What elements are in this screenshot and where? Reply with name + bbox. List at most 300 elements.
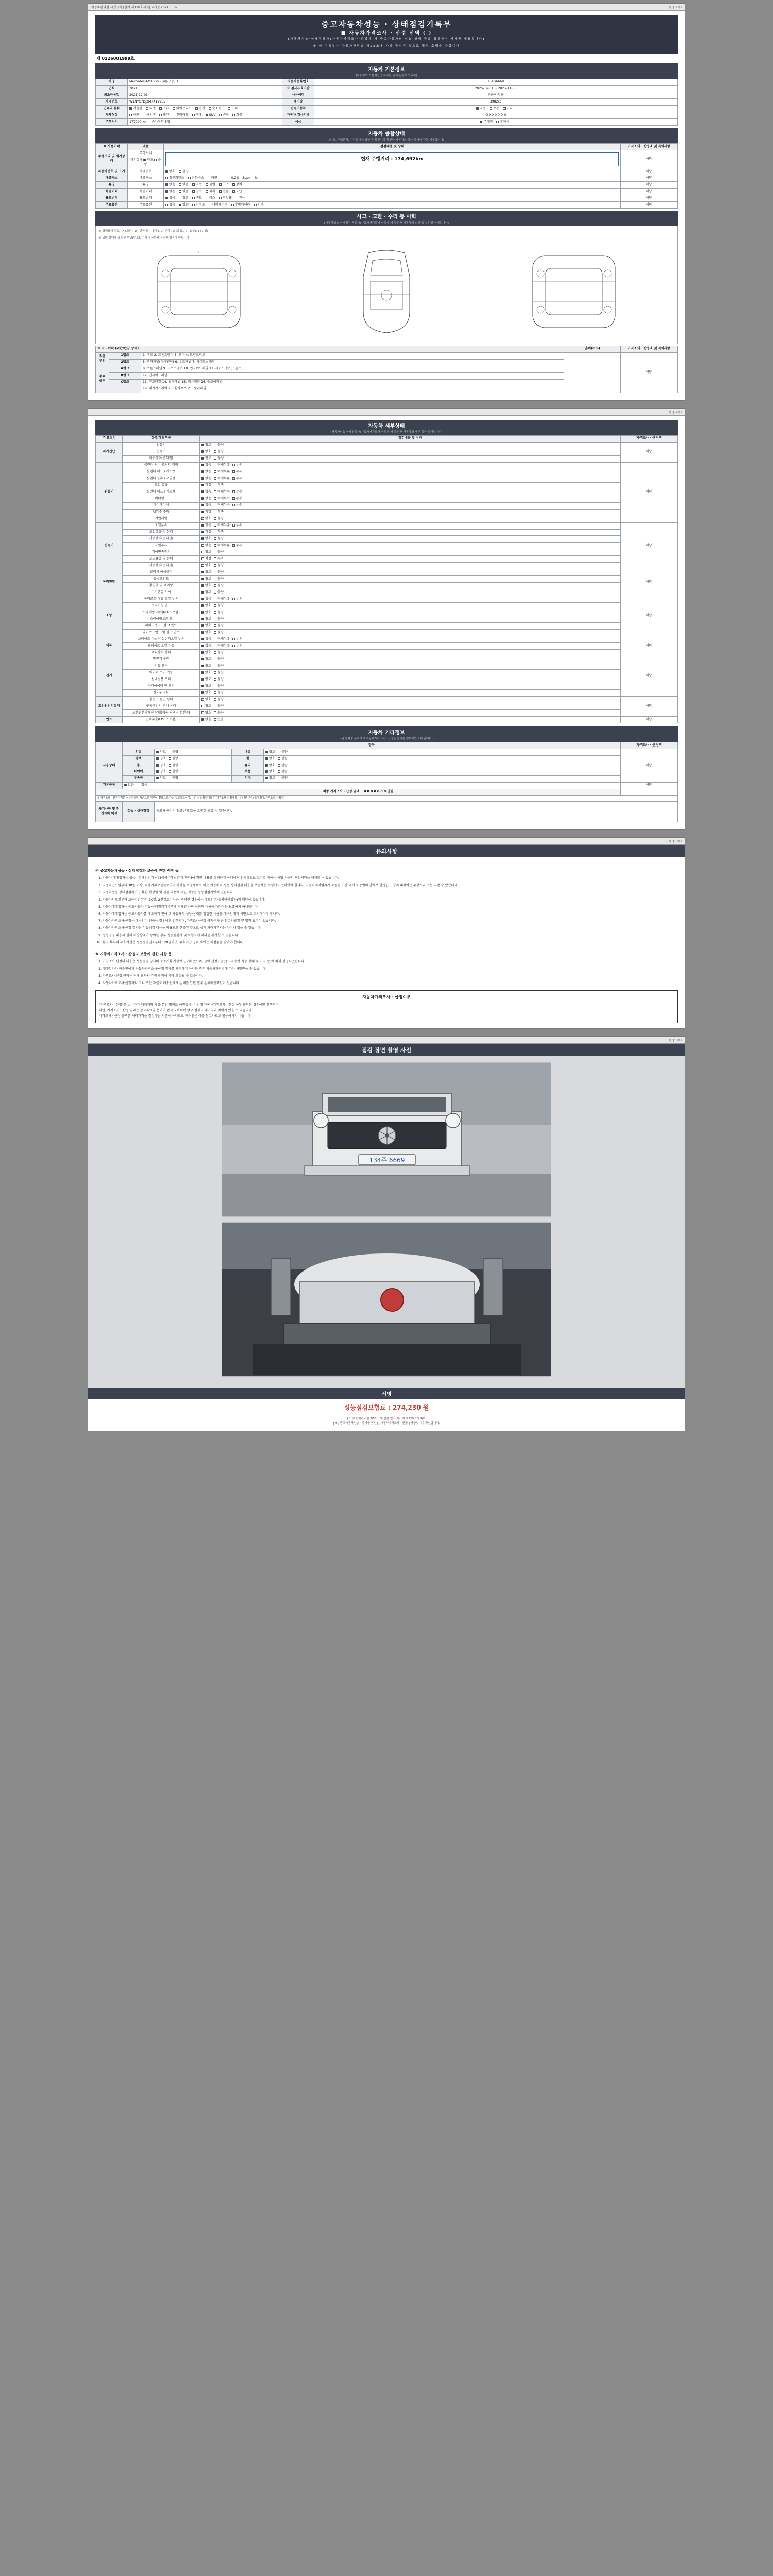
label-body-type: 차체형상 — [96, 112, 128, 119]
opt-good[interactable]: 양호 — [156, 764, 166, 768]
value-use: 관용/사업용 — [314, 92, 678, 99]
frame-items-3: 8. 프론트패널 9. 크로스멤버 10. 인사이드패널 11. 사이드멤버(프론트) — [141, 366, 564, 372]
opt-good[interactable]: 양호 — [201, 570, 211, 575]
emission-hc[interactable]: 탄화수소 — [188, 176, 204, 181]
body-option-suv[interactable]: SUV — [206, 113, 216, 118]
body-option-sedan[interactable]: 세단 — [129, 113, 139, 118]
detail-state-steer-joint — [200, 616, 621, 623]
opt-bad[interactable]: 불량 — [214, 590, 224, 595]
option-nav[interactable]: 내비게이션 — [209, 203, 228, 208]
opt-none[interactable]: 없음 — [201, 644, 211, 649]
opt-good[interactable]: 양호 — [201, 564, 211, 568]
opt-low[interactable]: 부족 — [214, 510, 224, 515]
opt-leak[interactable]: 누유 — [232, 477, 242, 481]
etc-label-accessory: 부속품 — [123, 775, 155, 782]
value-inspection-record: 0 0 0 0 0 0 0 — [314, 112, 678, 119]
opt-adequate[interactable]: 적정 — [201, 530, 211, 535]
etc-label-parts: 부품 — [232, 769, 264, 775]
opt-bad[interactable]: 불량 — [214, 664, 224, 669]
frame-tier-1: 1랭크 — [109, 352, 141, 359]
trans-option-cvt[interactable]: 기타 — [503, 107, 513, 111]
detail-group-engine: 원동기 — [96, 462, 123, 522]
opt-bad[interactable]: 불량 — [169, 750, 178, 755]
document-title: 중고자동차성능 · 상태점검기록부 — [321, 20, 452, 29]
opt-bad[interactable]: 불량 — [278, 750, 288, 755]
detail-state-waterpump — [200, 496, 621, 502]
fuel-option-etc[interactable]: 기타 — [228, 107, 238, 111]
etc-label-polish: 광택 — [123, 756, 155, 762]
section-etc-sub: (위 항목중 용차자의 자동차가격조사 · 산정을 참하는 경우에만 기재됩니다) — [95, 736, 678, 742]
detail-state-oil-level — [200, 482, 621, 489]
opt-bad[interactable]: 불량 — [214, 651, 224, 655]
opt-good[interactable]: 양호 — [201, 704, 211, 709]
opt-good[interactable]: 양호 — [201, 537, 211, 541]
overall-col-state: 점검내용 및 상태 — [164, 144, 621, 150]
usechange-yes[interactable]: 있음 — [179, 196, 189, 201]
frame-tier-2: 2랭크 — [109, 359, 141, 366]
label-use: 사용이력 — [282, 92, 314, 99]
opt-good[interactable]: 양호 — [201, 677, 211, 682]
overall-item-tuning: 튜닝 — [128, 182, 164, 189]
vin-bad[interactable]: 불량 — [179, 170, 189, 174]
overall-item-usechange: 용도변경 — [128, 195, 164, 202]
opt-low[interactable]: 부족 — [214, 530, 224, 535]
special-yes[interactable]: 있음 — [179, 190, 189, 194]
detail-note-highvoltage: 해당 — [621, 697, 678, 717]
opt-good[interactable]: 양호 — [201, 456, 211, 461]
section-detail-title: 자동차 세부상태 — [95, 420, 678, 430]
etc-label-glass: 유리 — [232, 762, 264, 769]
document-title-block — [95, 15, 678, 54]
opt-good[interactable]: 양호 — [201, 550, 211, 555]
opt-good[interactable]: 양호 — [201, 691, 211, 696]
detail-state-block-oilpan — [200, 476, 621, 482]
opt-good[interactable]: 양호 — [265, 770, 275, 774]
mileage-unit: km — [142, 120, 148, 124]
opt-good[interactable]: 양호 — [156, 750, 166, 755]
special-none[interactable]: 없음 — [165, 190, 175, 194]
detail-item-selfdiag-trans: 변속기 — [123, 449, 200, 455]
opt-bad[interactable]: 불량 — [214, 631, 224, 635]
tuning-yes[interactable]: 있음 — [179, 183, 189, 188]
opt-bad[interactable]: 불량 — [214, 711, 224, 716]
opt-bad[interactable]: 불량 — [214, 624, 224, 629]
body-option-wagon[interactable]: 왜건 — [159, 113, 169, 118]
opt-none[interactable]: 없음 — [201, 463, 211, 468]
opt-good[interactable]: 양호 — [265, 757, 275, 761]
detail-state-tierod — [200, 630, 621, 636]
page-2-topbar — [88, 409, 685, 416]
opt-leak[interactable]: 누유 — [232, 523, 242, 528]
opt-bad[interactable]: 불량 — [214, 456, 224, 461]
opt-good[interactable]: 양호 — [201, 657, 211, 662]
tuning-none[interactable]: 없음 — [165, 183, 175, 188]
detail-state-radiator — [200, 502, 621, 509]
opt-adequate[interactable]: 적정 — [201, 483, 211, 488]
opt-bad[interactable]: 불량 — [214, 611, 224, 615]
option-none[interactable]: 없음 — [165, 203, 175, 208]
overall-state-vin — [164, 168, 621, 175]
opt-none[interactable]: 없음 — [201, 718, 211, 722]
etc-state-wheel — [264, 756, 621, 762]
opt-good[interactable]: 양호 — [201, 698, 211, 702]
special-total-loss[interactable]: 전손 — [219, 190, 229, 194]
price-warning-line: "가격조사 · 산정"은 소비자가 매매계약 체결(본인 명의로 이전등록) 이전에 자동차가격조사 · 산정 여부 희망한 경우에만 진행되며, — [99, 1003, 280, 1007]
price-warning-line: 다만, 가격조사 · 산정 결과는 참고자료일 뿐이며 법적 구속력이 없고 실제 거래가격과 차이가 있을 수 있습니다. — [99, 1009, 253, 1013]
body-option-conv[interactable]: 컨버터블 — [173, 113, 189, 118]
total-label-text: 최종 가격조사 · 산정 금액 — [323, 790, 360, 794]
opt-leak[interactable]: 누유 — [232, 637, 242, 642]
opt-minor[interactable]: 미세누수 — [214, 497, 230, 501]
opt-good[interactable]: 양호 — [201, 617, 211, 622]
page-number-2: (3쪽중 2쪽) — [665, 410, 682, 414]
tuning-structure[interactable]: 구조 — [219, 183, 229, 188]
section-basic-title: 자동차 기본정보 — [95, 63, 678, 73]
opt-good[interactable]: 양호 — [201, 450, 211, 454]
detail-item-alternator: 발전기 출력 — [123, 656, 200, 663]
etc-state-tire — [155, 769, 232, 775]
opt-bad[interactable]: 불량 — [214, 698, 224, 702]
emission-values: 0.2% 3ppm % — [231, 176, 258, 180]
detail-col-0: 주 요장치 — [96, 435, 123, 442]
usechange-lease[interactable]: 리스 — [206, 196, 215, 201]
etc-note: 해당 — [621, 749, 678, 783]
detail-note-brake: 해당 — [621, 636, 678, 656]
opt-bad[interactable]: 불량 — [214, 564, 224, 568]
mileage-number: 177990 — [129, 120, 142, 124]
opt-bad[interactable]: 불량 — [214, 691, 224, 696]
option-yes[interactable]: 있음 — [179, 203, 189, 208]
opt-adequate[interactable]: 적정 — [201, 557, 211, 562]
detail-note-selfdiag: 해당 — [621, 442, 678, 462]
notice-item: 1. 가격조사·산정의 내용은 성능점검 당시의 보증기록 사항에 근거하였으며, 금액 산정기준(중고자동차 성능·상태 및 가격 등)에 따라 산정되었습니다. — [103, 959, 678, 965]
trans-option-auto[interactable]: 자동 — [476, 107, 486, 111]
opt-minor[interactable]: 미세누유 — [214, 470, 230, 474]
opt-good[interactable]: 양호 — [156, 776, 166, 781]
opt-minor[interactable]: 미세누유 — [214, 544, 230, 548]
notice-item: 3. 자동차성능·상태점검자가 기록한 작성일 및 점검 내용에 대한 책임은 성능점검자에게 있습니다. — [103, 890, 678, 896]
page-1 — [88, 3, 685, 401]
notice-item: 2. 자동차인도일부터 30일 이상, 주행거리 2천킬로미터 이상을 보증범위로 하는 자동차의 성능·상태점검 내용을 보증하는 보험에 가입하여야 합니다. 자동차매매업자가 보증한 기간 내에 보증범위 안에서 발생한 고장에 대하여는 무상수리 또는 교환 수 있습니다. — [103, 883, 678, 889]
value-year: 2021 — [128, 86, 282, 92]
opt-leak[interactable]: 누수 — [232, 490, 242, 495]
detail-item-radiator: 라디에이터 — [123, 502, 200, 509]
frame-tier-c: C랭크 — [109, 379, 141, 386]
opt-good[interactable]: 양호 — [201, 517, 211, 521]
notice-item: 4. 자동차가격조사·산정자의 고의 또는 과실로 매수인에게 손해를 입힌 경우 손해배상책임이 있습니다. — [103, 981, 678, 987]
tuning-legal[interactable]: 적법 — [192, 183, 202, 188]
opt-bad[interactable]: 불량 — [214, 671, 224, 675]
document-subtitle: ■ 자동차가격조사 · 산정 선택 ( ) — [95, 29, 678, 37]
opt-minor[interactable]: 미세누유 — [214, 644, 230, 649]
notice-title: 유의사항 — [88, 845, 685, 857]
section-overall-sub: (사고, 주행흔적, 가격조사·산정인 등 확인사항 확인한 자동차의 성능·상태에 관한 기재합니다) — [95, 138, 678, 143]
detail-item-wiper: 와이퍼 모터 기능 — [123, 670, 200, 676]
opt-good[interactable]: 양호 — [201, 664, 211, 669]
accident-parts-note-col2: 가격조사 · 산정액 및 특이사항 — [621, 346, 678, 352]
vin-ok[interactable]: 양호 — [165, 170, 175, 174]
page-3-topbar — [88, 838, 685, 845]
opt-bad[interactable]: 불량 — [214, 657, 224, 662]
special-theft[interactable]: 도난 — [232, 190, 242, 194]
opt-good[interactable]: 양호 — [201, 604, 211, 608]
page-2-left — [91, 410, 92, 414]
opt-good[interactable]: 양호 — [201, 671, 211, 675]
accident-parts-note-col: 단위(mm) — [564, 346, 621, 352]
detail-state-starter — [200, 663, 621, 670]
notice-list-2 — [103, 959, 678, 986]
opt-none[interactable]: 없음 — [201, 490, 211, 495]
detail-state-mt-gear — [200, 549, 621, 556]
opt-bad[interactable]: 불량 — [214, 604, 224, 608]
detail-item-at-oil: 오일유량 및 상태 — [123, 529, 200, 536]
opt-none[interactable]: 없음 — [201, 523, 211, 528]
detail-state-coolant-head — [200, 489, 621, 496]
opt-minor[interactable]: 미세누유 — [214, 523, 230, 528]
opt-good[interactable]: 양호 — [201, 577, 211, 582]
opt-good[interactable]: 양호 — [201, 584, 211, 588]
opt-leak[interactable]: 누유 — [232, 644, 242, 649]
option-etc[interactable]: 기타 — [254, 203, 264, 208]
opt-bad[interactable]: 불량 — [278, 757, 288, 761]
value-color — [314, 119, 678, 126]
opt-good[interactable]: 양호 — [201, 631, 211, 635]
opt-bad[interactable]: 불량 — [214, 577, 224, 582]
opt-minor[interactable]: 미세누수 — [214, 503, 230, 508]
detail-group-transmission: 변속기 — [96, 522, 123, 569]
fuel-option-ev[interactable]: 전기 — [195, 107, 205, 111]
value-vin-reg: 134G6669 — [314, 79, 678, 86]
body-option-truck[interactable]: 화물 — [232, 113, 242, 118]
detail-item-steer-gear: 스티어링 기어(MDPS포함) — [123, 609, 200, 616]
opt-leak[interactable]: 누유 — [232, 463, 242, 468]
total-label — [96, 789, 621, 795]
label-mileage: 주행거리 — [96, 119, 128, 126]
opt-bad[interactable]: 불량 — [214, 450, 224, 454]
detail-item-brake-oil: 브레이크 오일 누유 — [123, 643, 200, 650]
fuel-option-hydrogen[interactable]: 수소전기 — [209, 107, 225, 111]
opt-leak[interactable]: 누유 — [232, 470, 242, 474]
detail-group-fuel: 연료 — [96, 717, 123, 723]
fuel-option-lpg[interactable]: LPG — [159, 107, 169, 111]
detail-item-steer-pump: 스티어링 펌프 — [123, 603, 200, 609]
body-option-hatch[interactable]: 해치백 — [143, 113, 156, 118]
opt-good[interactable]: 양호 — [265, 776, 275, 781]
opt-leak[interactable]: 누유 — [232, 597, 242, 602]
notice-item: 3. 가격조사·산정 금액은 거래 당사자 간의 합의에 따라 조정될 수 있습니다. — [103, 974, 678, 979]
opt-good[interactable]: 양호 — [201, 611, 211, 615]
opt-minor[interactable]: 미세누유 — [214, 477, 230, 481]
opt-good[interactable]: 양호 — [201, 684, 211, 689]
opt-bad[interactable]: 불량 — [214, 550, 224, 555]
page-1-topbar — [88, 4, 685, 11]
opt-low[interactable]: 부족 — [214, 557, 224, 562]
footer-note-1: [ * ]자동차관리법 제58조 및 같은 법 시행규칙 제120조에 따라 — [347, 1417, 426, 1421]
footer-notes — [88, 1416, 685, 1431]
trans-option-manual[interactable]: 수동 — [490, 107, 499, 111]
notice-body — [88, 857, 685, 1028]
opt-leak[interactable]: 누수 — [232, 503, 242, 508]
accident-parts-title: ※ 사고이력 (외판/판금 상태) — [96, 346, 564, 352]
overall-group-usechange: 용도변경 — [96, 195, 128, 202]
label-year: 연식 — [96, 86, 128, 92]
opt-bad[interactable]: 불량 — [214, 443, 224, 448]
total-check — [621, 789, 678, 795]
opt-leak[interactable]: 누유 — [232, 544, 242, 548]
option-camera[interactable]: 후방카메라 — [231, 203, 250, 208]
opt-good[interactable]: 양호 — [201, 590, 211, 595]
displacement-unit: cc — [498, 99, 502, 104]
opt-minor[interactable]: 미세누유 — [214, 637, 230, 642]
color-option-achromatic[interactable]: 무채색 — [480, 120, 493, 125]
emission-co[interactable]: 일산화탄소 — [165, 176, 184, 181]
opt-adequate[interactable]: 적정 — [201, 510, 211, 515]
opt-none[interactable]: 없음 — [201, 544, 211, 548]
notice-item: 10. 본 기록부의 유효기간은 성능점검일로부터 120일이며, 유효기간 경과 후에는 재점검을 받아야 합니다. — [103, 940, 678, 946]
notice-list-1 — [103, 876, 678, 945]
opt-yes[interactable]: 있음 — [214, 718, 224, 722]
opt-bad[interactable]: 불량 — [214, 537, 224, 541]
color-option-chromatic[interactable]: 유채색 — [496, 120, 509, 125]
detail-item-clutch: 클러치 어셈블리 — [123, 569, 200, 576]
detail-state-blower — [200, 676, 621, 683]
opt-bad[interactable]: 불량 — [169, 776, 178, 781]
opt-bad[interactable]: 불량 — [169, 770, 178, 774]
opt-minor[interactable]: 미세누유 — [214, 597, 230, 602]
opt-bad[interactable]: 불량 — [169, 764, 178, 768]
overall-note-emission: 해당 — [621, 175, 678, 182]
car-diagram-row — [99, 243, 674, 341]
document-desc-1: [자동차성능·상태점검자(자동차가격조사·산정자)가 중고자동차의 성능·상태 등을 점검하여 기재한 내용입니다] — [95, 37, 678, 44]
base-yes[interactable]: 있음 — [138, 783, 147, 788]
emission-smoke[interactable]: 매연 — [208, 176, 217, 181]
etc-group-base: 기본품목 — [96, 782, 123, 789]
opt-minor[interactable]: 미세누유 — [214, 463, 230, 468]
detail-item-oil-level: 오일 유량 — [123, 482, 200, 489]
special-flood[interactable]: 침수 — [192, 190, 202, 194]
base-none[interactable]: 없음 — [124, 783, 134, 788]
body-option-coupe[interactable]: 쿠페 — [192, 113, 202, 118]
tuning-illegal[interactable]: 불법 — [206, 183, 215, 188]
label-fuel: 연료의 종류 — [96, 106, 128, 112]
svg-text:1: 1 — [198, 250, 200, 255]
opt-good[interactable]: 양호 — [265, 750, 275, 755]
etc-state-polish — [155, 756, 232, 762]
license-plate-text: 134주 6669 — [369, 1157, 405, 1164]
tuning-device[interactable]: 장치 — [232, 183, 242, 188]
signature-title: 서명 — [88, 1388, 685, 1399]
opt-none[interactable]: 없음 — [201, 477, 211, 481]
frame-group-outer: 외판 부위 — [96, 352, 109, 366]
overall-state-usechange — [164, 195, 621, 202]
opt-none[interactable]: 없음 — [201, 503, 211, 508]
opt-good[interactable]: 양호 — [201, 443, 211, 448]
frame-items-4: 12. 인사이드패널 — [141, 372, 564, 379]
total-note-2: □ 성능점검내용 □ 가격조사·산정내용 — [194, 796, 237, 800]
detail-item-rocker: 실린더 커버 로커암 커버 — [123, 462, 200, 469]
etc-col-note: 가격조사 · 산정액 — [621, 742, 678, 749]
detail-state-wiper — [200, 670, 621, 676]
option-sunroof[interactable]: 선루프 — [192, 203, 205, 208]
car-diagram-left — [147, 245, 250, 338]
fuel-option-hybrid[interactable]: 하이브리드 — [173, 107, 192, 111]
diagram-legend-2: ※ 위의 상태에 표기된 부위(번호), 기타 부품까지 점검한 항목에 한합니다 — [99, 236, 190, 240]
fuel-option-diesel[interactable]: 디젤 — [146, 107, 156, 111]
section-overall-title: 자동차 종합상태 — [95, 128, 678, 138]
photo-front-svg — [222, 1063, 551, 1217]
opt-bad[interactable]: 불량 — [214, 677, 224, 682]
detail-state-steer-gear — [200, 609, 621, 616]
notice-item: 8. 자동차가격조사·산정 결과는 성능점검 내용을 바탕으로 산출된 것으로 실제 거래가격과는 차이가 있을 수 있습니다. — [103, 926, 678, 931]
usechange-business[interactable]: 영업용 — [219, 196, 232, 201]
fuel-option-gasoline[interactable]: 가솔린 — [129, 107, 142, 111]
notice-item: 4. 자동차인도일부터 보증기간(기간 30일, 2천킬로미터)이 경과한 경우에는 매도인(자동차매매업자)의 책임이 없습니다. — [103, 897, 678, 903]
page-3-left — [91, 839, 92, 843]
detail-state-fuel-leak — [200, 717, 621, 723]
overall-group-emission: 배출가스 — [96, 175, 128, 182]
opt-good[interactable]: 양호 — [201, 711, 211, 716]
opt-none[interactable]: 없음 — [201, 597, 211, 602]
opt-bad[interactable]: 불량 — [278, 764, 288, 768]
notice-item: 2. 매매업자가 매수인에게 자동차가격조사·산정 결과를 제시하지 아니한 경우 자동차관리법에 따라 처벌받을 수 있습니다. — [103, 967, 678, 972]
detail-item-charge-port: 충전구 절연 상태 — [123, 697, 200, 703]
opt-minor[interactable]: 미세누수 — [214, 490, 230, 495]
detail-item-steer-joint: 스티어링 조인트 — [123, 616, 200, 623]
special-fire[interactable]: 화재 — [206, 190, 215, 194]
detail-item-hv-wiring: 고전원전기배선 상태(피복,커넥터,전선관) — [123, 710, 200, 717]
opt-good[interactable]: 양호 — [201, 651, 211, 655]
detail-state-rocker — [200, 462, 621, 469]
opt-bad[interactable]: 불량 — [214, 617, 224, 622]
opt-good[interactable]: 양호 — [156, 770, 166, 774]
value-transmission — [314, 106, 678, 112]
detail-state-at-oil — [200, 529, 621, 536]
overall-note-special: 해당 — [621, 189, 678, 195]
detail-state-ps-leak — [200, 596, 621, 603]
opt-good[interactable]: 양호 — [265, 764, 275, 768]
opt-good[interactable]: 양호 — [201, 624, 211, 629]
opt-good[interactable]: 양호 — [156, 757, 166, 761]
usechange-none[interactable]: 없음 — [165, 196, 175, 201]
usechange-rent[interactable]: 렌트 — [192, 196, 202, 201]
detail-item-waterpump: 워터펌프 — [123, 496, 200, 502]
opt-bad[interactable]: 불량 — [278, 770, 288, 774]
etc-state-glass — [264, 762, 621, 769]
etc-state-exterior — [155, 749, 232, 756]
overall-group-option: 주요옵션 — [96, 202, 128, 209]
opt-bad[interactable]: 불량 — [214, 570, 224, 575]
opt-bad[interactable]: 불량 — [214, 517, 224, 521]
overall-col-group: ※ 사용이력 — [96, 144, 128, 150]
opt-none[interactable]: 없음 — [201, 497, 211, 501]
photo-section-title: 점검 장면 촬영 사진 — [88, 1044, 685, 1056]
opt-bad[interactable]: 불량 — [214, 584, 224, 588]
page-number-3: (3쪽중 3쪽) — [665, 840, 682, 844]
detail-item-radiator-fan: 라디에이터 팬 모터 — [123, 683, 200, 690]
opt-bad[interactable]: 불량 — [278, 776, 288, 781]
opt-low[interactable]: 부족 — [214, 483, 224, 488]
usechange-gov[interactable]: 관용 — [236, 196, 245, 201]
opt-bad[interactable]: 불량 — [169, 757, 178, 761]
opt-none[interactable]: 없음 — [201, 637, 211, 642]
body-option-van[interactable]: 승합 — [219, 113, 229, 118]
opt-bad[interactable]: 불량 — [214, 684, 224, 689]
etc-label-tire: 타이어 — [123, 769, 155, 775]
opt-bad[interactable]: 불량 — [214, 704, 224, 709]
opt-leak[interactable]: 누수 — [232, 497, 242, 501]
opt-none[interactable]: 없음 — [201, 470, 211, 474]
detail-state-steer-pump — [200, 603, 621, 609]
